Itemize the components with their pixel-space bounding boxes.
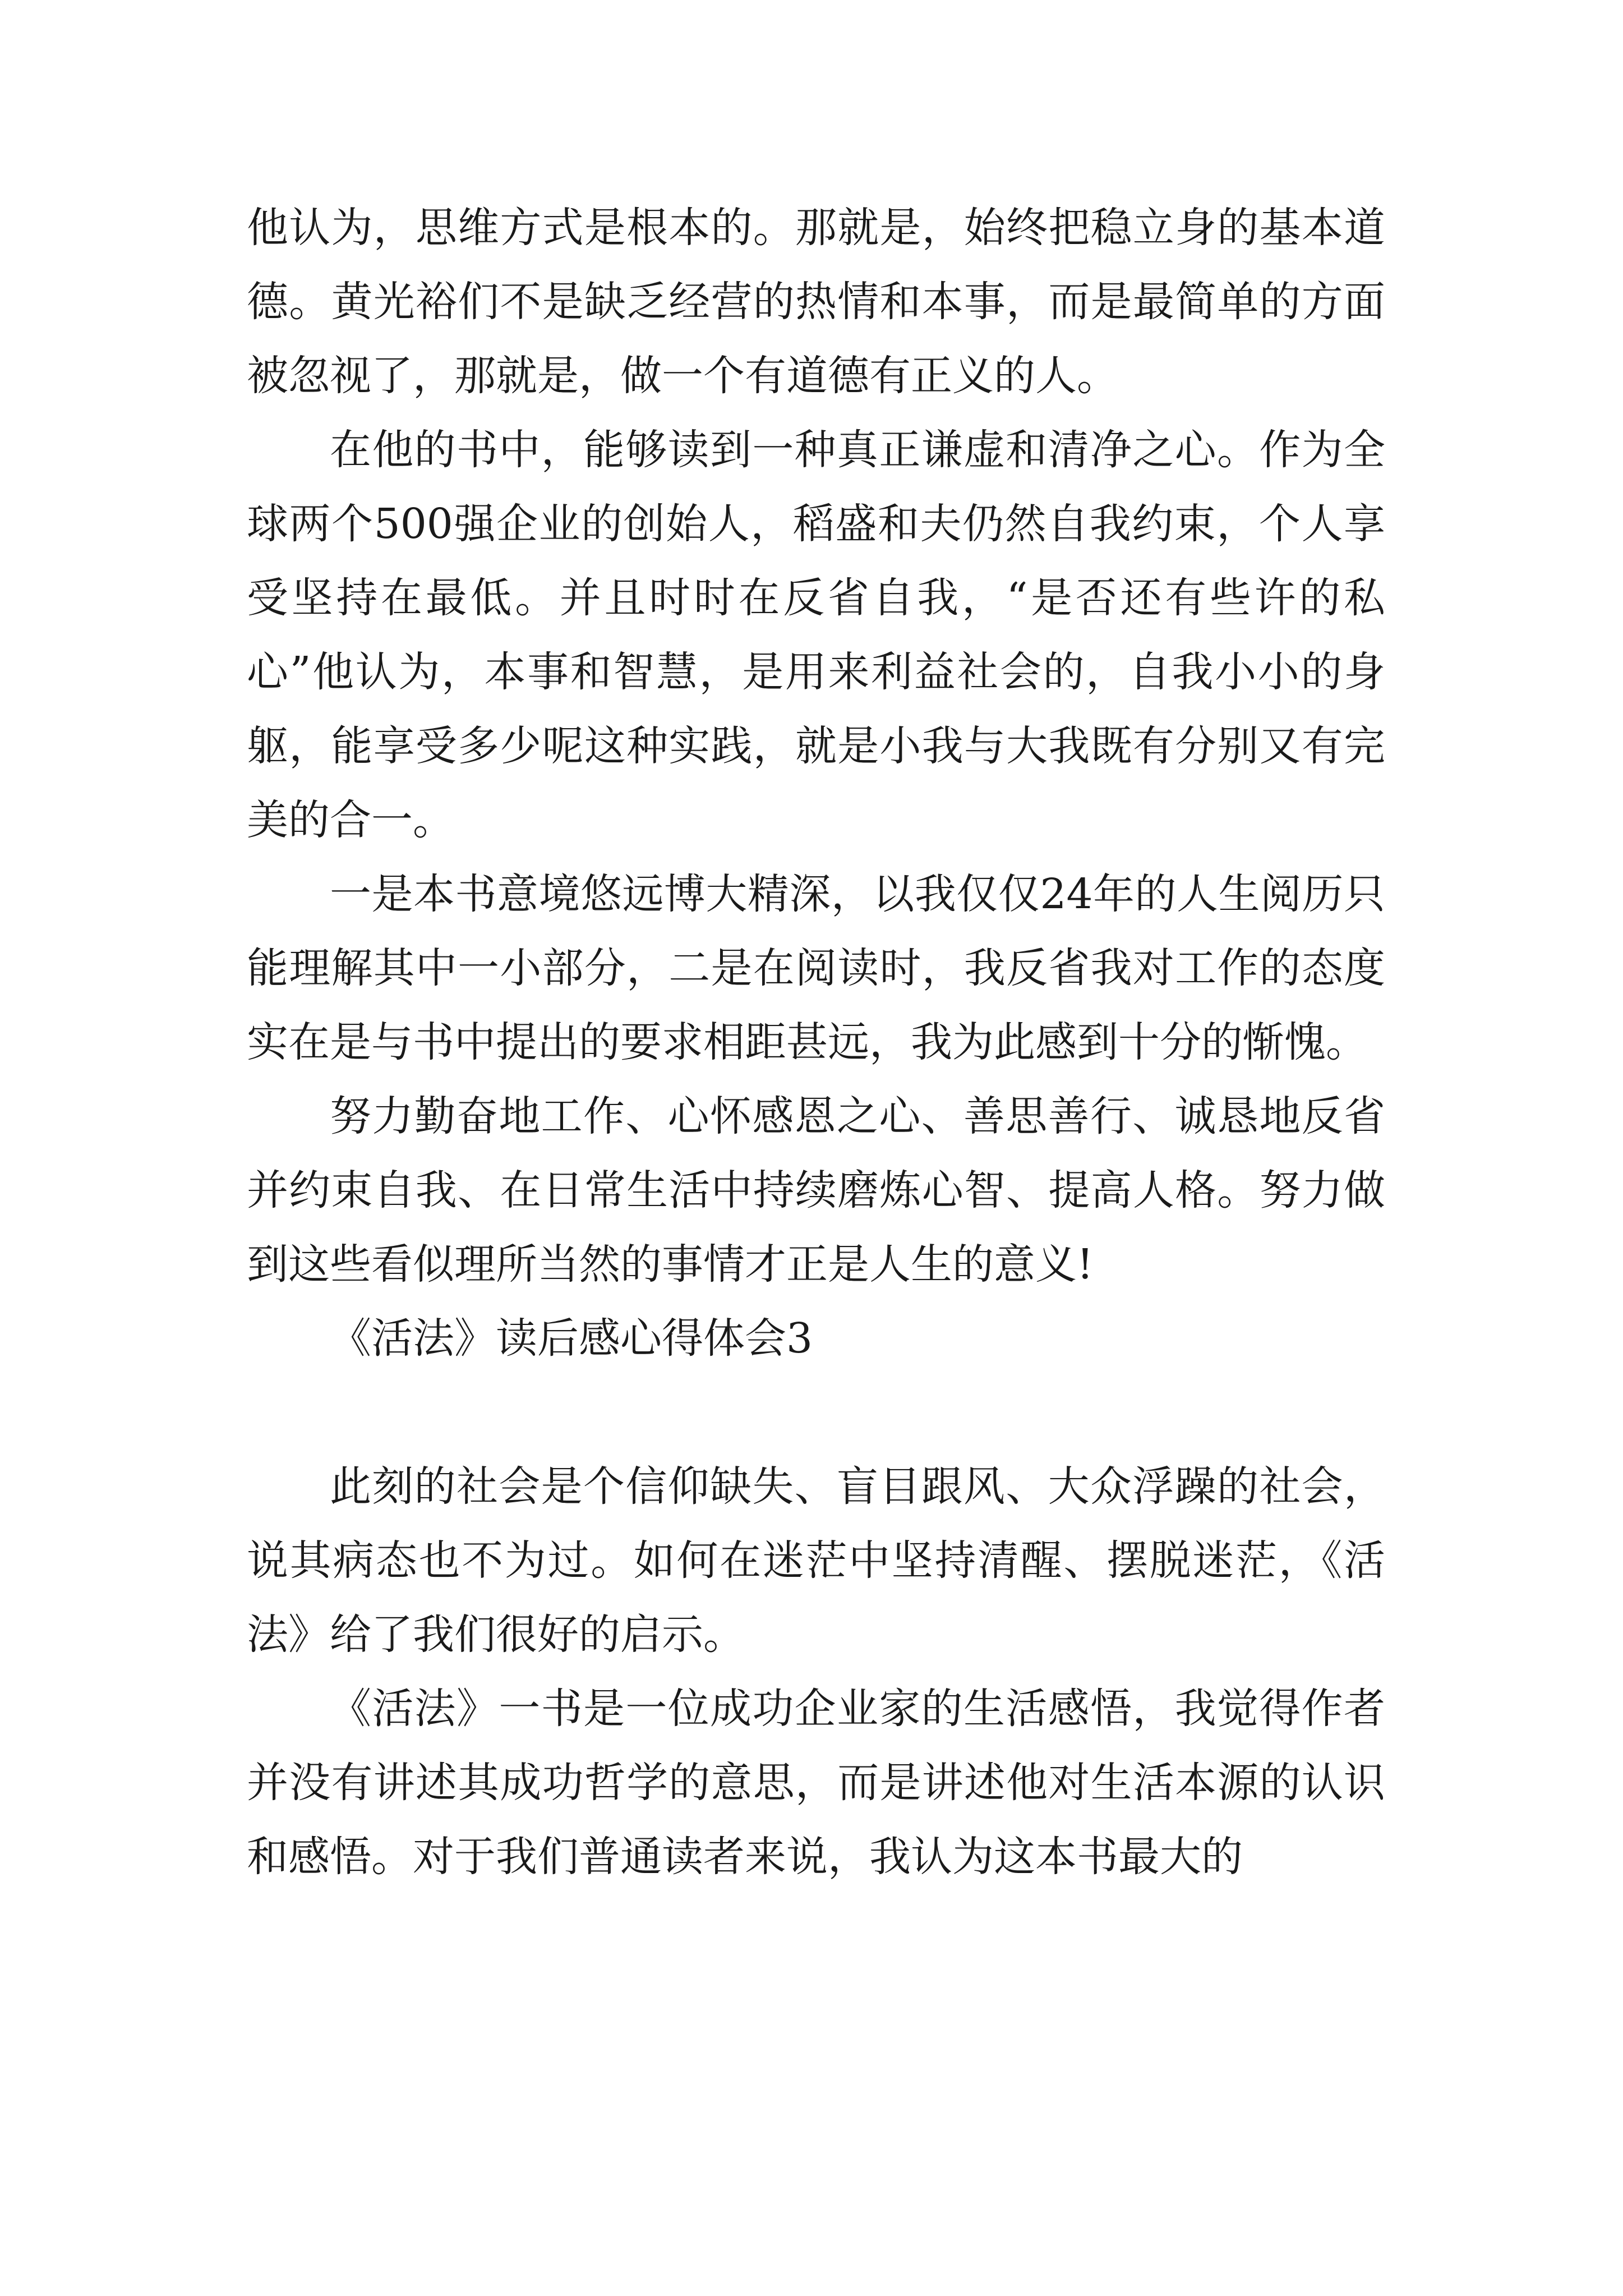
section-spacer	[247, 1375, 1385, 1450]
paragraph-5: 此刻的社会是个信仰缺失、盲目跟风、大众浮躁的社会，说其病态也不为过。如何在迷茫中坚持清醒、摆脱迷茫，《活法》给了我们很好的启示。	[247, 1462, 1385, 1659]
paragraph-1: 他认为，思维方式是根本的。那就是，始终把稳立身的基本道德。黄光裕们不是缺乏经营的热情和本事，而是最简单的方面被忽视了，那就是，做一个有道德有正义的人。	[247, 204, 1385, 400]
paragraph-2: 在他的书中，能够读到一种真正谦虚和清净之心。作为全球两个500强企业的创始人，稻盛和夫仍然自我约束，个人享受坚持在最低。并且时时在反省自我，“是否还有些许的私心”他认为，本事和智慧，是用来利益社会的，自我小小的身躯，能享受多少呢这种实践，就是小我与大我既有分别又有完美的合一。	[247, 426, 1385, 844]
paragraph-4: 努力勤奋地工作、心怀感恩之心、善思善行、诚恳地反省并约束自我、在日常生活中持续磨炼心智、提高人格。努力做到这些看似理所当然的事情才正是人生的意义!	[247, 1092, 1385, 1289]
document-body	[247, 191, 1385, 1894]
paragraph-6: 《活法》一书是一位成功企业家的生活感悟，我觉得作者并没有讲述其成功哲学的意思，而是讲述他对生活本源的认识和感悟。对于我们普通读者来说，我认为这本书最大的	[247, 1685, 1385, 1881]
paragraph-3: 一是本书意境悠远博大精深，以我仅仅24年的人生阅历只能理解其中一小部分，二是在阅读时，我反省我对工作的态度实在是与书中提出的要求相距甚远，我为此感到十分的惭愧。	[247, 870, 1385, 1066]
section-heading: 《活法》读后感心得体会3	[330, 1314, 813, 1363]
